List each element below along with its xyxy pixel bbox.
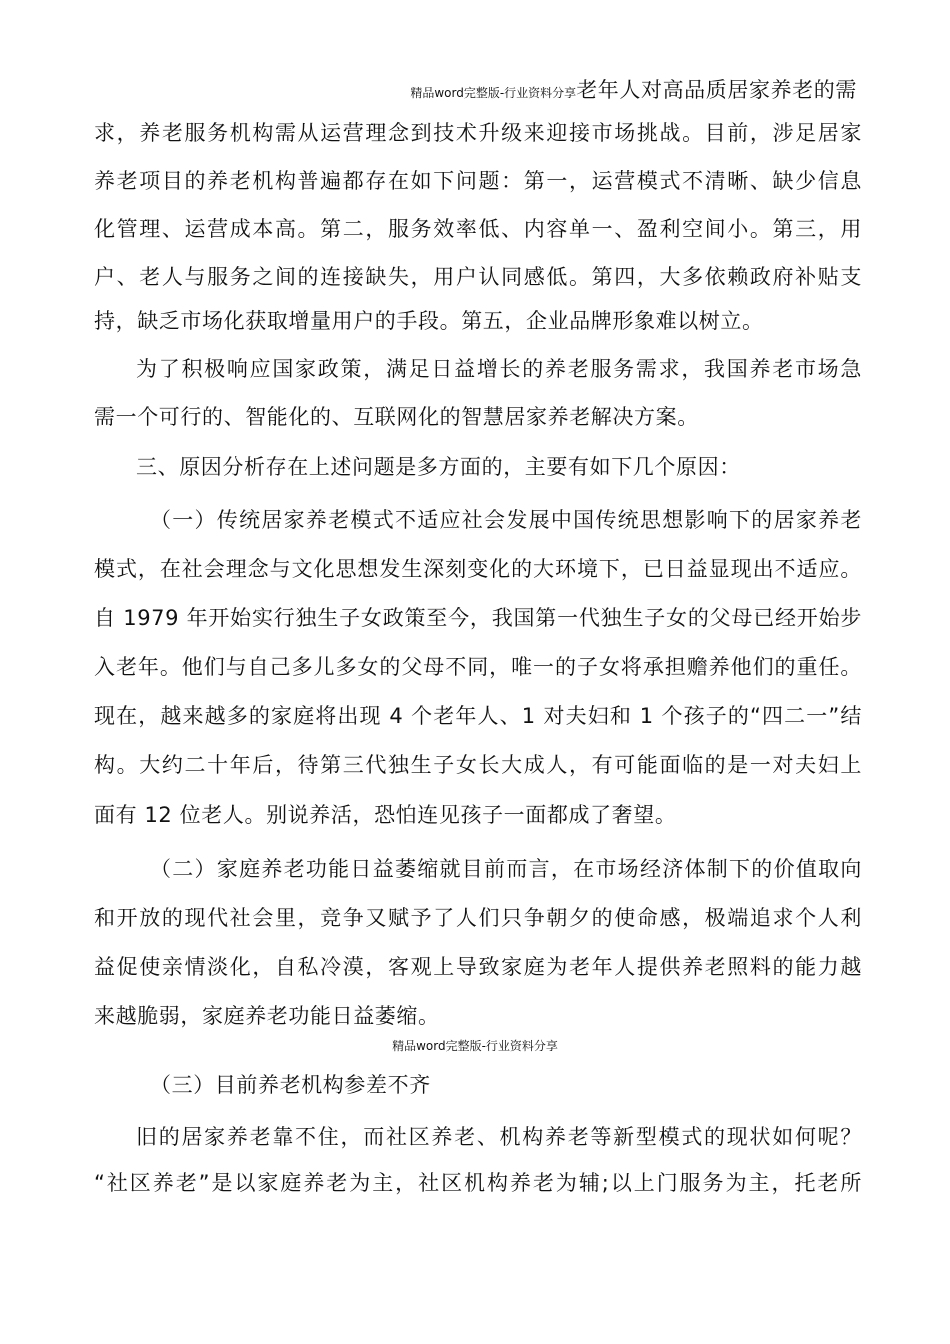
paragraph-line: 为了积极响应国家政策，满足日益增长的养老服务需求，我国养老市场急 — [136, 357, 862, 381]
paragraph-line: 模式，在社会理念与文化思想发生深刻变化的大环境下，已日益显现出不适应。 — [94, 557, 862, 581]
section-heading: （三）目前养老机构参差不齐 — [150, 1073, 431, 1097]
paragraph-line: 旧的居家养老靠不住，而社区养老、机构养老等新型模式的现状如何呢？ — [136, 1125, 862, 1149]
paragraph-line: 养老项目的养老机构普遍都存在如下问题：第一，运营模式不清晰、缺少信息 — [94, 169, 862, 193]
first-line-with-watermark — [410, 74, 857, 104]
paragraph-line: （一）传统居家养老模式不适应社会发展中国传统思想影响下的居家养老 — [150, 508, 862, 532]
paragraph-line: 需一个可行的、智能化的、互联网化的智慧居家养老解决方案。 — [94, 405, 699, 429]
paragraph-line: 来越脆弱，家庭养老功能日益萎缩。 — [94, 1004, 440, 1028]
paragraph-line: 持，缺乏市场化获取增量用户的手段。第五，企业品牌形象难以树立。 — [94, 309, 764, 333]
paragraph-line: 三、原因分析存在上述问题是多方面的，主要有如下几个原因： — [136, 455, 741, 479]
header-watermark: 精品word完整版-行业资料分享 — [410, 86, 577, 100]
paragraph-line: 化管理、运营成本高。第二，服务效率低、内容单一、盈利空间小。第三，用 — [94, 217, 862, 241]
paragraph-line: 自 1979 年开始实行独生子女政策至今，我国第一代独生子女的父母已经开始步 — [94, 606, 862, 630]
paragraph-line: 求，养老服务机构需从运营理念到技术升级来迎接市场挑战。目前，涉足居家 — [94, 121, 862, 145]
page-header-watermark: 精品word完整版-行业资料分享 — [392, 1039, 558, 1053]
paragraph-line: 户、老人与服务之间的连接缺失，用户认同感低。第四，大多依赖政府补贴支 — [94, 265, 862, 289]
paragraph-line: “社区养老”是以家庭养老为主，社区机构养老为辅;以上门服务为主，托老所 — [94, 1171, 862, 1195]
paragraph-line: 老年人对高品质居家养老的需 — [576, 78, 857, 102]
paragraph-line: 入老年。他们与自己多儿多女的父母不同，唯一的子女将承担赡养他们的重任。 — [94, 655, 862, 679]
paragraph-line: 现在，越来越多的家庭将出现 4 个老年人、1 对夫妇和 1 个孩子的“四二一”结 — [94, 704, 862, 728]
paragraph-line: （二）家庭养老功能日益萎缩就目前而言，在市场经济体制下的价值取向 — [150, 857, 862, 881]
paragraph-line: 构。大约二十年后，待第三代独生子女长大成人，有可能面临的是一对夫妇上 — [94, 753, 862, 777]
paragraph-line: 和开放的现代社会里，竞争又赋予了人们只争朝夕的使命感，极端追求个人利 — [94, 906, 862, 930]
paragraph-line: 面有 12 位老人。别说养活，恐怕连见孩子一面都成了奢望。 — [94, 803, 677, 827]
paragraph-line: 益促使亲情淡化，自私冷漠，客观上导致家庭为老年人提供养老照料的能力越 — [94, 955, 862, 979]
